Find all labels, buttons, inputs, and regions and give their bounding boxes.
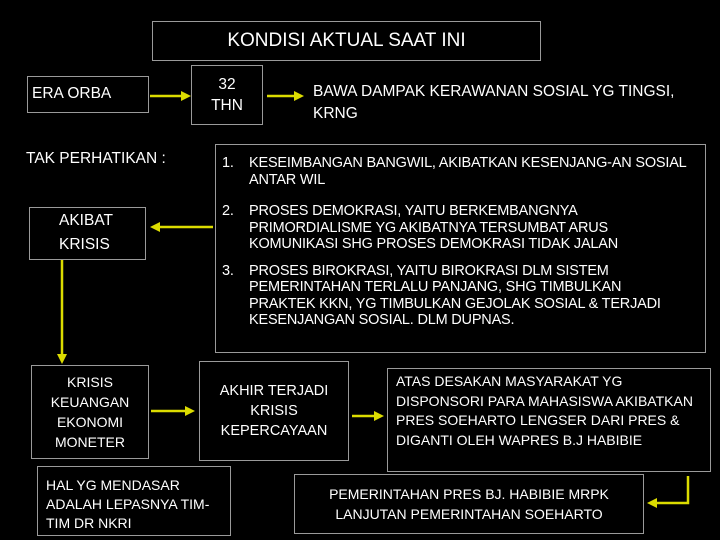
point-item	[216, 263, 686, 329]
tak-perhatikan-label: TAK PERHATIKAN :	[26, 150, 166, 167]
hal-mendasar-label: HAL YG MENDASAR ADALAH LEPASNYA TIM-TIM DR NKRI	[46, 477, 210, 531]
akibat-krisis-label: AKIBAT KRISIS	[59, 212, 113, 253]
point-number: 3.	[222, 262, 234, 279]
pemerintahan-label: PEMERINTAHAN PRES BJ. HABIBIE MRPK LANJUTAN PEMERINTAHAN SOEHARTO	[329, 486, 609, 522]
arrowhead	[294, 91, 304, 101]
hal-mendasar-box	[37, 466, 231, 536]
arrowhead	[647, 498, 657, 508]
arrow-elbow-to-pemerintahan	[656, 476, 688, 503]
duration-box	[191, 65, 263, 125]
atas-desakan-box	[387, 368, 711, 472]
points-box	[215, 144, 706, 353]
point-item	[216, 203, 686, 253]
point-number: 1.	[222, 155, 234, 171]
duration-label: 32 THN	[211, 76, 243, 114]
pemerintahan-box	[294, 474, 644, 534]
page-title: KONDISI AKTUAL SAAT INI	[227, 30, 466, 51]
atas-desakan-label: ATAS DESAKAN MASYARAKAT YG DISPONSORI PARA MAHASISWA AKIBATKAN PRES SOEHARTO LENGSER DARI PRES & DIGANTI OLEH WAPRES B.J HABIBIE	[396, 373, 693, 448]
akhir-terjadi-label: AKHIR TERJADI KRISIS KEPERCAYAAN	[219, 383, 329, 439]
title-box	[152, 21, 541, 61]
point-text: KESEIMBANGAN BANGWIL, AKIBATKAN KESENJANG-AN SOSIAL ANTAR WIL	[249, 155, 686, 188]
akhir-terjadi-box	[199, 361, 349, 461]
arrowhead	[181, 91, 191, 101]
point-number: 2.	[222, 203, 234, 219]
arrowhead	[374, 411, 384, 421]
era-orba-box	[27, 76, 149, 113]
krisis-keuangan-box	[31, 365, 149, 459]
era-orba-label: ERA ORBA	[32, 85, 112, 102]
impact-text: BAWA DAMPAK KERAWANAN SOSIAL YG TINGSI, KRNG	[313, 83, 675, 122]
point-item	[216, 155, 686, 188]
arrowhead	[185, 406, 195, 416]
akibat-krisis-box	[29, 207, 146, 260]
point-text: PROSES BIROKRASI, YAITU BIROKRASI DLM SISTEM PEMERINTAHAN TERLALU PANJANG, SHG TIMBULKAN PRAKTEK KKN, YG TIMBULKAN GEJOLAK SOSIAL & TERJADI KESENJANGAN SOSIAL. DLM DUPNAS.	[249, 262, 661, 328]
arrowhead	[57, 354, 67, 364]
arrowhead	[150, 222, 160, 232]
points-list	[216, 155, 686, 329]
krisis-keuangan-label: KRISIS KEUANGAN EKONOMI MONETER	[50, 374, 130, 450]
point-text: PROSES DEMOKRASI, YAITU BERKEMBANGNYA PRIMORDIALISME YG AKIBATNYA TERSUMBAT ARUS KOMUNIKASI SHG PROSES DEMOKRASI TIDAK JALAN	[249, 203, 619, 252]
